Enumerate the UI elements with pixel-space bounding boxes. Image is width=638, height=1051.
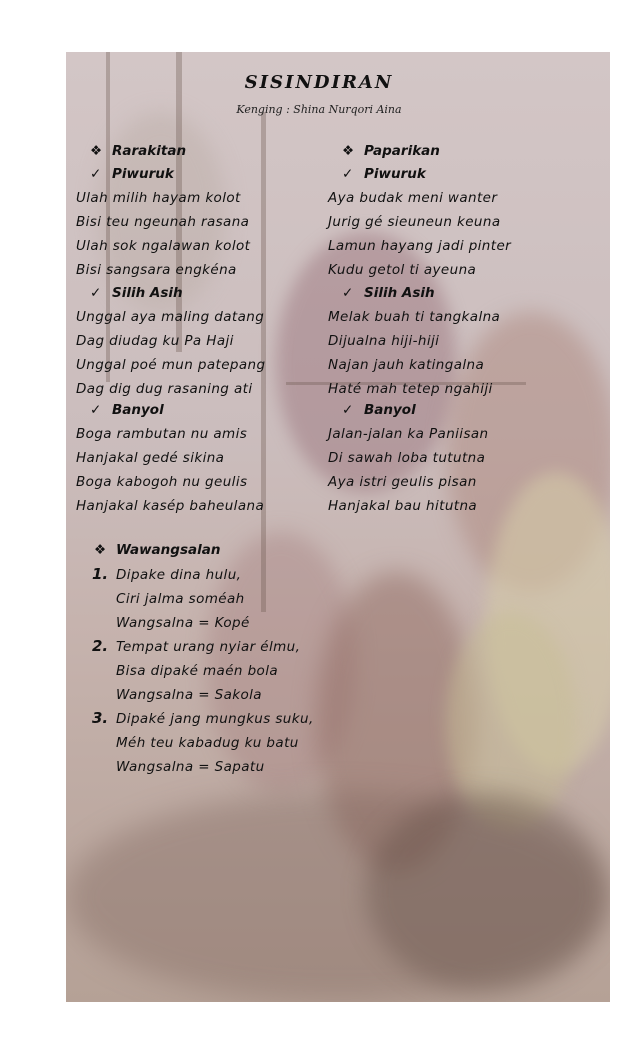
riddle-line: Méh teu kabadug ku batu: [116, 735, 299, 751]
riddle-answer: Wangsalna = Sakola: [116, 687, 262, 703]
verse-line: Bisi sangsara engkéna: [76, 262, 237, 278]
riddle-line: Tempat urang nyiar élmu,: [116, 639, 301, 655]
verse-line: Unggal aya maling datang: [76, 309, 265, 325]
verse-line: Dijualna hiji-hiji: [328, 333, 440, 349]
verse-line: Hanjakal kasép baheulana: [76, 498, 265, 514]
section-rarakitan: ❖ Rarakitan: [90, 143, 187, 159]
verse-line: Hanjakal bau hitutna: [328, 498, 478, 514]
subheading-piwuruk-left: ✓ Piwuruk: [90, 166, 174, 182]
verse-line: Kudu getol ti ayeuna: [328, 262, 477, 278]
verse-line: Lamun hayang jadi pinter: [328, 238, 512, 254]
page-title: SISINDIRAN: [244, 72, 394, 93]
riddle-line: Bisa dipaké maén bola: [116, 663, 279, 679]
item-number: 2.: [92, 637, 109, 655]
verse-line: Unggal poé mun patepang: [76, 357, 266, 373]
verse-line: Melak buah ti tangkalna: [328, 309, 501, 325]
section-wawangsalan: ❖ Wawangsalan: [94, 542, 221, 558]
verse-line: Boga rambutan nu amis: [76, 426, 248, 442]
verse-line: Jalan-jalan ka Paniisan: [328, 426, 489, 442]
diamond-bullet-icon: ❖: [90, 143, 103, 159]
diamond-bullet-icon: ❖: [94, 542, 107, 558]
diamond-bullet-icon: ❖: [342, 143, 355, 159]
check-icon: ✓: [90, 285, 102, 301]
subheading-banyol-right: ✓ Banyol: [342, 402, 416, 418]
check-icon: ✓: [342, 285, 354, 301]
verse-line: Haté mah tetep ngahiji: [328, 381, 493, 397]
riddle-line: Ciri jalma soméah: [116, 591, 245, 607]
verse-line: Aya istri geulis pisan: [328, 474, 477, 490]
riddle-answer: Wangsalna = Sapatu: [116, 759, 265, 775]
riddle-line: Dipaké jang mungkus suku,: [116, 711, 314, 727]
riddle-line: Dipake dina hulu,: [116, 567, 242, 583]
verse-line: Jurig gé sieuneun keuna: [328, 214, 501, 230]
verse-line: Aya budak meni wanter: [328, 190, 498, 206]
section-paparikan: ❖ Paparikan: [342, 143, 440, 159]
check-icon: ✓: [90, 402, 102, 418]
verse-line: Ulah sok ngalawan kolot: [76, 238, 251, 254]
verse-line: Bisi teu ngeunah rasana: [76, 214, 250, 230]
check-icon: ✓: [342, 166, 354, 182]
verse-line: Di sawah loba tututna: [328, 450, 486, 466]
verse-line: Dag diudag ku Pa Haji: [76, 333, 234, 349]
author-line: Kenging : Shina Nurqori Aina: [236, 103, 402, 116]
subheading-banyol-left: ✓ Banyol: [90, 402, 164, 418]
check-icon: ✓: [90, 166, 102, 182]
subheading-silih-asih-right: ✓ Silih Asih: [342, 285, 435, 301]
item-number: 3.: [92, 709, 109, 727]
item-number: 1.: [92, 565, 109, 583]
subheading-piwuruk-right: ✓ Piwuruk: [342, 166, 426, 182]
verse-line: Dag dig dug rasaning ati: [76, 381, 253, 397]
check-icon: ✓: [342, 402, 354, 418]
riddle-answer: Wangsalna = Kopé: [116, 615, 250, 631]
verse-line: Hanjakal gedé sikina: [76, 450, 225, 466]
verse-line: Ulah milih hayam kolot: [76, 190, 241, 206]
verse-line: Boga kabogoh nu geulis: [76, 474, 248, 490]
verse-line: Najan jauh katingalna: [328, 357, 485, 373]
subheading-silih-asih-left: ✓ Silih Asih: [90, 285, 183, 301]
